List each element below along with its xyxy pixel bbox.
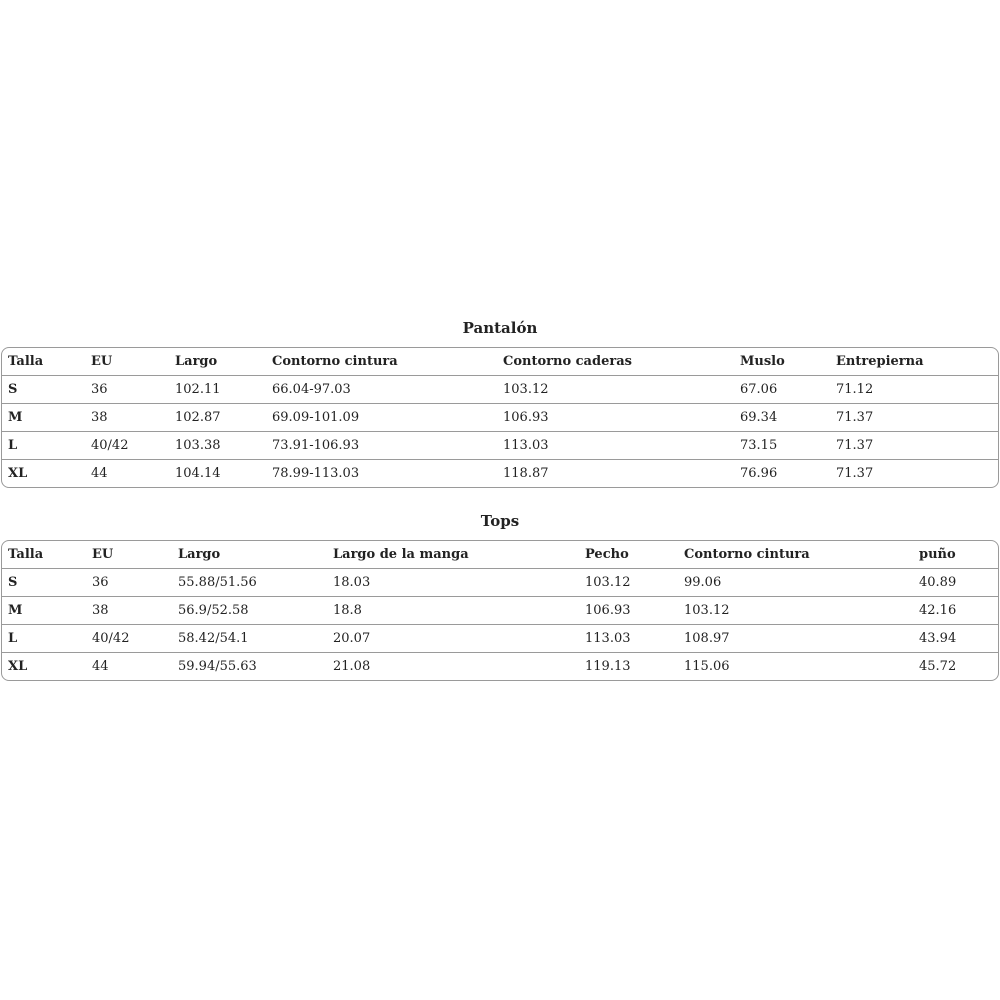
pantalon-title: Pantalón [462,319,538,337]
table-cell: 69.09-101.09 [266,404,497,432]
table-row [2,597,998,625]
column-header: Largo de la manga [333,547,469,562]
table-cell: 71.37 [830,432,998,460]
table-cell: 113.03 [497,432,734,460]
table-row [2,376,998,404]
column-header: Talla [8,547,44,562]
column-header: EU [91,354,113,369]
table-cell: 108.97 [678,625,913,653]
table-cell: 58.42/54.1 [172,625,327,653]
table-header-row [2,348,998,376]
tops-table-frame [1,540,999,681]
table-cell: 118.87 [497,460,734,488]
table-cell-size: XL [2,460,85,488]
column-header: Contorno cintura [684,547,810,562]
table-cell: 71.37 [830,404,998,432]
pantalon-size-section [1,318,999,488]
table-cell: 102.11 [169,376,266,404]
table-cell: 20.07 [327,625,579,653]
table-cell-size: M [2,404,85,432]
table-cell-size: M [2,597,86,625]
table-cell: 40/42 [86,625,172,653]
table-row [2,432,998,460]
table-cell: 21.08 [327,653,579,681]
tops-size-section [1,511,999,681]
table-cell-size: L [2,625,86,653]
table-cell: 18.03 [327,569,579,597]
table-cell: 18.8 [327,597,579,625]
table-row [2,404,998,432]
column-header: Talla [8,354,44,369]
table-cell: 38 [86,597,172,625]
table-row [2,460,998,488]
column-header: Largo [178,547,221,562]
table-cell: 102.87 [169,404,266,432]
table-cell-size: S [2,569,86,597]
column-header: Pecho [585,547,629,562]
table-cell: 36 [85,376,169,404]
pantalon-size-table [2,348,998,487]
table-cell: 103.12 [678,597,913,625]
table-cell: 119.13 [579,653,678,681]
table-cell: 43.94 [913,625,998,653]
table-cell: 44 [85,460,169,488]
table-row [2,569,998,597]
table-cell: 38 [85,404,169,432]
table-cell: 55.88/51.56 [172,569,327,597]
table-cell: 44 [86,653,172,681]
table-cell: 36 [86,569,172,597]
table-cell: 78.99-113.03 [266,460,497,488]
tops-title: Tops [480,512,520,530]
table-cell: 103.12 [579,569,678,597]
table-cell: 71.37 [830,460,998,488]
table-row [2,625,998,653]
table-cell: 103.38 [169,432,266,460]
table-cell: 56.9/52.58 [172,597,327,625]
table-row [2,653,998,681]
table-cell: 45.72 [913,653,998,681]
column-header: Muslo [740,354,785,369]
table-cell: 40.89 [913,569,998,597]
table-cell: 42.16 [913,597,998,625]
table-cell: 104.14 [169,460,266,488]
table-cell: 67.06 [734,376,830,404]
column-header: puño [919,547,956,562]
table-cell-size: L [2,432,85,460]
column-header: Largo [175,354,218,369]
table-cell: 71.12 [830,376,998,404]
column-header: Contorno caderas [503,354,632,369]
table-cell: 106.93 [579,597,678,625]
table-header-row [2,541,998,569]
table-cell-size: S [2,376,85,404]
table-cell-size: XL [2,653,86,681]
table-cell: 113.03 [579,625,678,653]
table-cell: 73.15 [734,432,830,460]
table-cell: 66.04-97.03 [266,376,497,404]
tops-size-table [2,541,998,680]
table-cell: 103.12 [497,376,734,404]
column-header: Contorno cintura [272,354,398,369]
table-cell: 40/42 [85,432,169,460]
table-cell: 69.34 [734,404,830,432]
column-header: Entrepierna [836,354,924,369]
table-cell: 106.93 [497,404,734,432]
table-cell: 115.06 [678,653,913,681]
table-cell: 59.94/55.63 [172,653,327,681]
table-cell: 73.91-106.93 [266,432,497,460]
pantalon-table-frame [1,347,999,488]
table-cell: 76.96 [734,460,830,488]
table-cell: 99.06 [678,569,913,597]
column-header: EU [92,547,114,562]
